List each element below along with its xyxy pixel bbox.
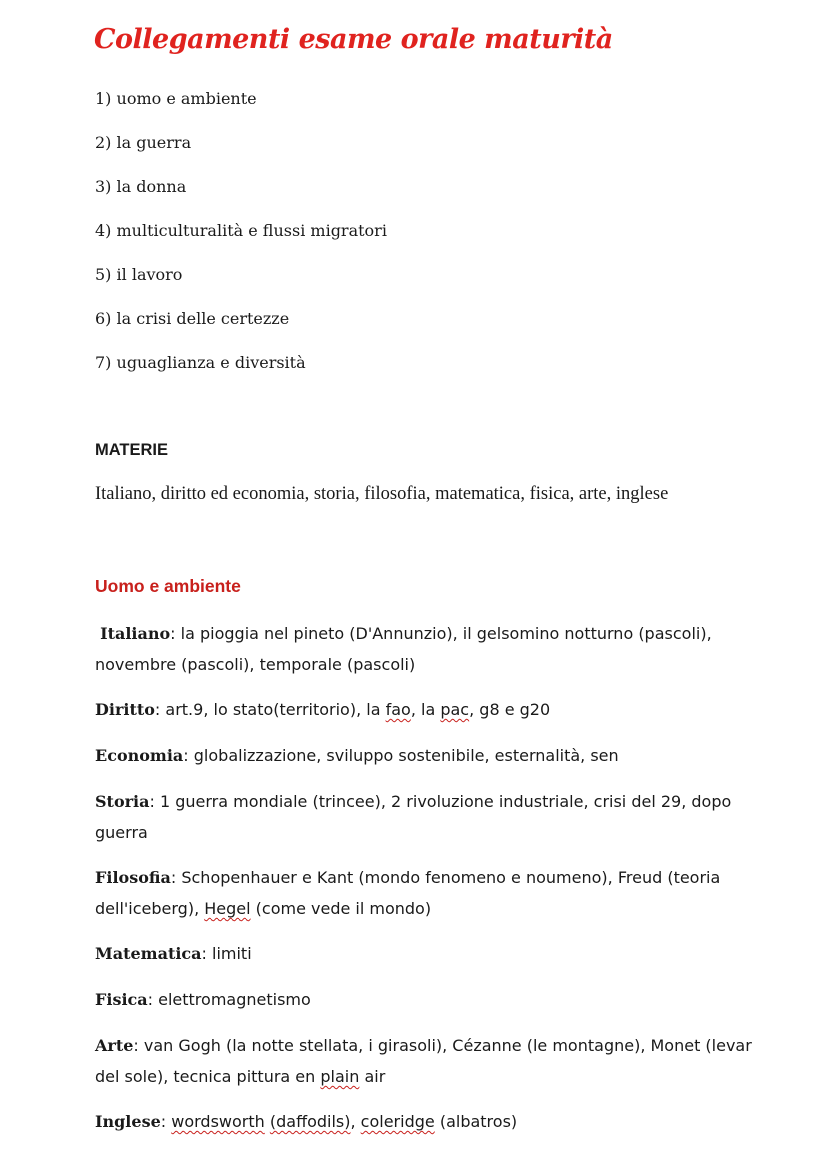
entry-text: : 1 guerra mondiale (trincee), 2 rivoluzione industriale, crisi del 29, dopo guerra [95, 792, 732, 842]
entry-inglese [95, 1106, 755, 1137]
spellcheck-word: (daffodils) [269, 1112, 351, 1131]
subject-label: Inglese [95, 1112, 161, 1131]
subject-label: Economia [95, 746, 184, 765]
entry-text: air [359, 1067, 386, 1086]
section-title: Uomo e ambiente [95, 576, 241, 596]
entry-filosofia [95, 862, 755, 924]
entry-matematica [95, 938, 755, 969]
spellcheck-word: fao [385, 700, 411, 719]
entry-text: : elettromagnetismo [147, 990, 311, 1009]
topic-item: 1) uomo e ambiente [95, 89, 257, 108]
subject-label: Fisica [95, 990, 148, 1009]
spellcheck-word: Hegel [204, 899, 251, 918]
entry-arte [95, 1030, 755, 1092]
entry-text: (come vede il mondo) [250, 899, 432, 918]
subject-label: Italiano [100, 624, 171, 643]
entry-diritto [95, 694, 755, 725]
document-title: Collegamenti esame orale maturità [94, 24, 613, 55]
spellcheck-word: pac [440, 700, 470, 719]
entry-fisica [95, 984, 755, 1015]
entry-text: : globalizzazione, sviluppo sostenibile, esternalità, sen [183, 746, 619, 765]
subject-label: Diritto [95, 700, 155, 719]
materie-list: Italiano, diritto ed economia, storia, filosofia, matematica, fisica, arte, inglese [95, 484, 669, 504]
topic-item: 4) multiculturalità e flussi migratori [95, 221, 387, 240]
topic-item: 5) il lavoro [95, 265, 183, 284]
topic-item: 7) uguaglianza e diversità [95, 353, 306, 372]
entry-text: : limiti [201, 944, 252, 963]
topic-item: 6) la crisi delle certezze [95, 309, 290, 328]
entry-economia [95, 740, 755, 771]
topic-item: 2) la guerra [95, 133, 192, 152]
subject-label: Filosofia [95, 868, 171, 887]
subject-label: Arte [95, 1036, 134, 1055]
spellcheck-word: coleridge [360, 1112, 435, 1131]
entry-text: : Schopenhauer e Kant (mondo fenomeno e noumeno), Freud (teoria dell'iceberg), [95, 868, 721, 918]
entry-text: , [350, 1112, 361, 1131]
entry-text: : [160, 1112, 172, 1131]
entry-storia [95, 786, 755, 848]
entry-text: (albatros) [434, 1112, 518, 1131]
materie-heading: MATERIE [95, 441, 169, 459]
entry-text: : la pioggia nel pineto (D'Annunzio), il gelsomino notturno (pascoli), novembre (pascoli), temporale (pascoli) [95, 624, 712, 674]
entry-text: : art.9, lo stato(territorio), la [154, 700, 386, 719]
entry-text: : van Gogh (la notte stellata, i girasoli), Cézanne (le montagne), Monet (levar del sole), tecnica pittura en [95, 1036, 752, 1086]
entry-italiano [95, 618, 755, 680]
subject-label: Matematica [95, 944, 202, 963]
spellcheck-word: plain [320, 1067, 360, 1086]
entry-text: , g8 e g20 [469, 700, 551, 719]
entry-text: , la [410, 700, 441, 719]
topic-item: 3) la donna [95, 177, 187, 196]
spellcheck-word: wordsworth [171, 1112, 265, 1131]
subject-label: Storia [95, 792, 150, 811]
